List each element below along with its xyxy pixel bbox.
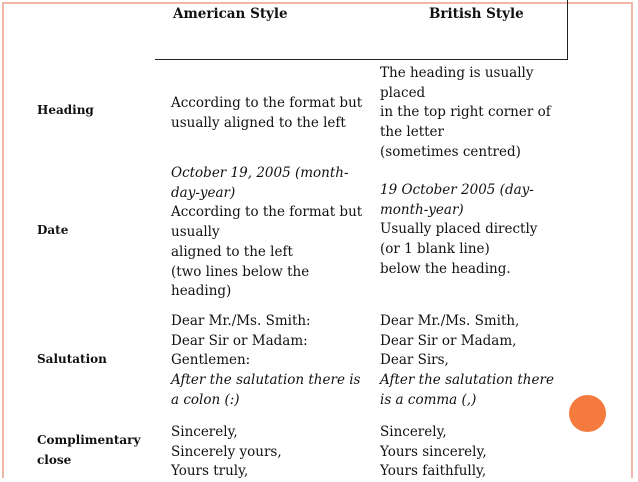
cell-line: Sincerely yours, [171, 443, 282, 460]
cell-line: Dear Mr./Ms. Smith, [380, 313, 520, 329]
cell-line: (or 1 blank line) [380, 241, 490, 258]
cell-line: usually aligned to the left [171, 114, 346, 131]
cell-line: heading) [171, 283, 232, 300]
row-label-heading: Heading [37, 103, 94, 117]
row-label-line: close [37, 453, 72, 467]
cell-line: According to the format but [171, 204, 363, 221]
cell-salutation-british [380, 312, 554, 411]
cell-line: Sincerely, [171, 424, 238, 440]
cell-line: in the top right corner of [380, 104, 551, 121]
cell-line: Gentlemen: [171, 352, 251, 369]
cell-date-american [171, 164, 362, 302]
cell-line: (sometimes centred) [380, 143, 521, 160]
cell-line: 19 October 2005 (day- [380, 182, 534, 198]
cell-heading-british [380, 64, 551, 163]
cell-line: month-year) [380, 201, 464, 218]
cell-line: The heading is usually [380, 65, 534, 81]
cell-line: day-year) [171, 184, 236, 201]
cell-line: Yours truly, [171, 463, 249, 480]
cell-line: After the salutation there is [171, 372, 361, 389]
cell-line: Dear Sirs, [380, 352, 449, 369]
cell-line: After the salutation there [380, 372, 554, 389]
cell-line: aligned to the left [171, 243, 293, 260]
cell-line: Dear Sir or Madam: [171, 332, 308, 349]
cell-close-british [380, 423, 487, 482]
cell-line: According to the format but [171, 95, 363, 111]
cell-salutation-american [171, 312, 360, 411]
decorative-orange-circle [569, 395, 606, 432]
row-label-line: Complimentary [37, 433, 141, 447]
cell-line: Yours faithfully, [380, 463, 487, 480]
cell-line: Usually placed directly [380, 221, 538, 238]
cell-line: the letter [380, 124, 444, 141]
cell-date-british [380, 181, 537, 280]
cell-line: Dear Sir or Madam, [380, 332, 517, 349]
cell-line: Dear Mr./Ms. Smith: [171, 313, 311, 329]
cell-line: a colon (:) [171, 391, 240, 408]
cell-heading-american [171, 94, 362, 133]
row-label-date: Date [37, 223, 69, 237]
cell-line: is a comma (,) [380, 391, 477, 408]
cell-close-american [171, 423, 282, 482]
header-british-style: British Style [429, 6, 524, 22]
row-label-complimentary-close [37, 430, 140, 470]
row-label-salutation: Salutation [37, 352, 107, 366]
cell-line: usually [171, 224, 220, 241]
cell-line: (two lines below the [171, 263, 310, 280]
cell-line: placed [380, 84, 426, 101]
cell-line: Yours sincerely, [380, 443, 487, 460]
cell-line: October 19, 2005 (month- [171, 165, 349, 181]
cell-line: Sincerely, [380, 424, 447, 440]
header-american-style: American Style [173, 6, 288, 22]
cell-line: below the heading. [380, 260, 511, 277]
